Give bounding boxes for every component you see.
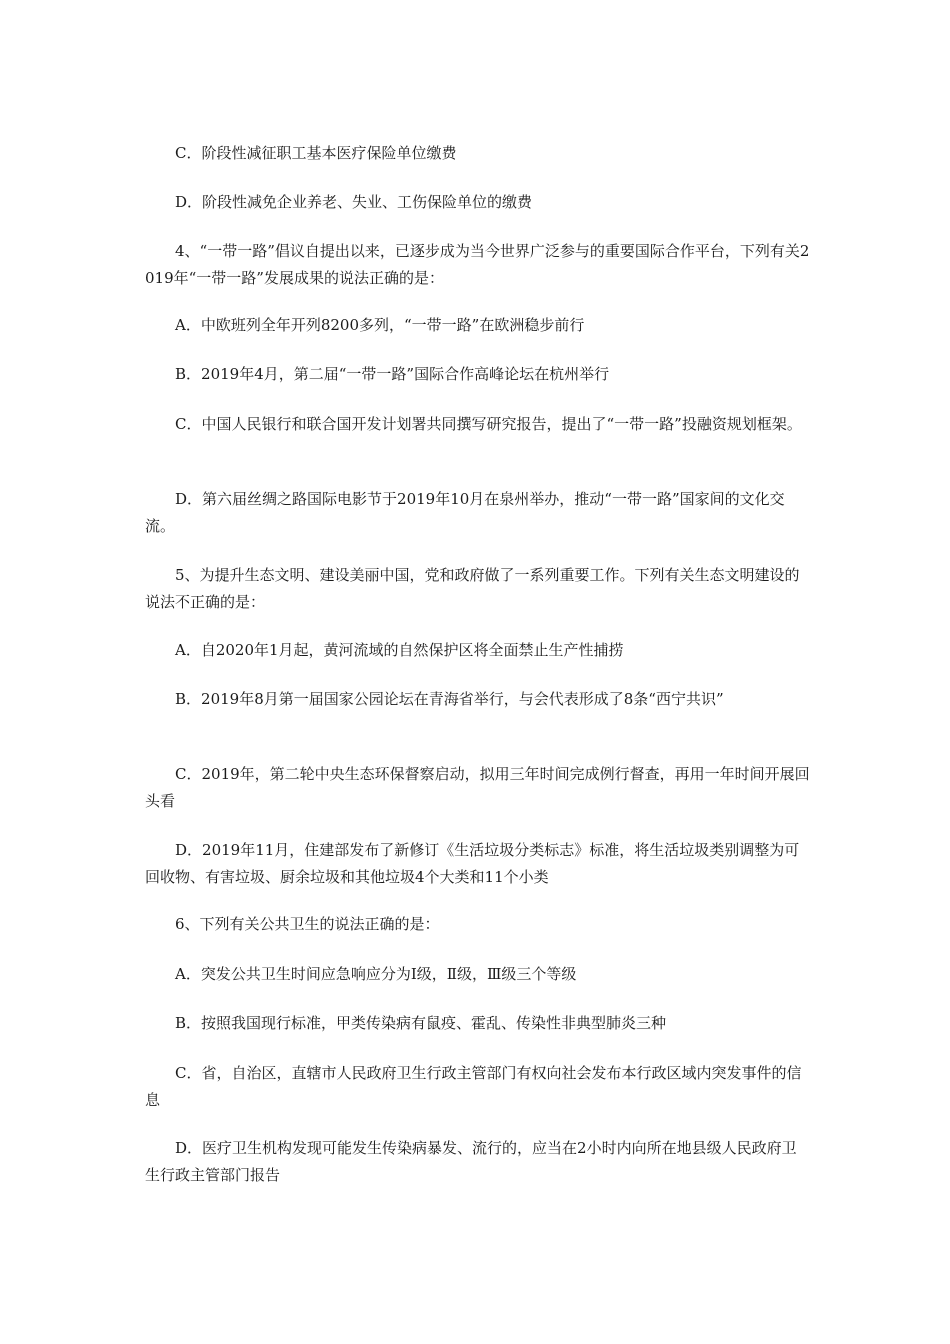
option-4b: B．2019年4月，第二届“一带一路”国际合作高峰论坛在杭州举行 bbox=[175, 365, 610, 383]
option-6d: D．医疗卫生机构发现可能发生传染病暴发、流行的，应当在2小时内向所在地县级人民政府卫生行政主管部门报告 bbox=[145, 1139, 797, 1184]
option-4c: C．中国人民银行和联合国开发计划署共同撰写研究报告，提出了“一带一路”投融资规划框架。 bbox=[175, 415, 802, 433]
question-6: 6、下列有关公共卫生的说法正确的是： bbox=[175, 915, 440, 933]
option-5c: C．2019年，第二轮中央生态环保督察启动，拟用三年时间完成例行督查，再用一年时间开展回头看 bbox=[145, 765, 810, 810]
option-6a: A．突发公共卫生时间应急响应分为Ⅰ级，Ⅱ级，Ⅲ级三个等级 bbox=[175, 965, 577, 983]
option-5a: A．自2020年1月起，黄河流域的自然保护区将全面禁止生产性捕捞 bbox=[175, 641, 624, 659]
option-6c: C．省，自治区，直辖市人民政府卫生行政主管部门有权向社会发布本行政区域内突发事件的信息 bbox=[145, 1064, 802, 1109]
option-5b: B．2019年8月第一届国家公园论坛在青海省举行，与会代表形成了8条“西宁共识” bbox=[175, 690, 724, 708]
option-5d: D．2019年11月，住建部发布了新修订《生活垃圾分类标志》标准，将生活垃圾类别调整为可回收物、有害垃圾、厨余垃圾和其他垃圾4个大类和11个小类 bbox=[145, 841, 800, 886]
option-3c: C．阶段性减征职工基本医疗保险单位缴费 bbox=[175, 144, 457, 162]
option-3d: D．阶段性减免企业养老、失业、工伤保险单位的缴费 bbox=[175, 193, 533, 211]
question-5: 5、为提升生态文明、建设美丽中国，党和政府做了一系列重要工作。下列有关生态文明建设的说法不正确的是： bbox=[145, 566, 800, 611]
option-4a: A．中欧班列全年开列8200多列，“一带一路”在欧洲稳步前行 bbox=[175, 316, 585, 334]
option-6b: B．按照我国现行标准，甲类传染病有鼠疫、霍乱、传染性非典型肺炎三种 bbox=[175, 1014, 667, 1032]
option-4d: D．第六届丝绸之路国际电影节于2019年10月在泉州举办，推动“一带一路”国家间的文化交流。 bbox=[145, 490, 785, 535]
question-4: 4、“一带一路”倡议自提出以来，已逐步成为当今世界广泛参与的重要国际合作平台，下列有关2019年“一带一路”发展成果的说法正确的是： bbox=[145, 242, 810, 287]
